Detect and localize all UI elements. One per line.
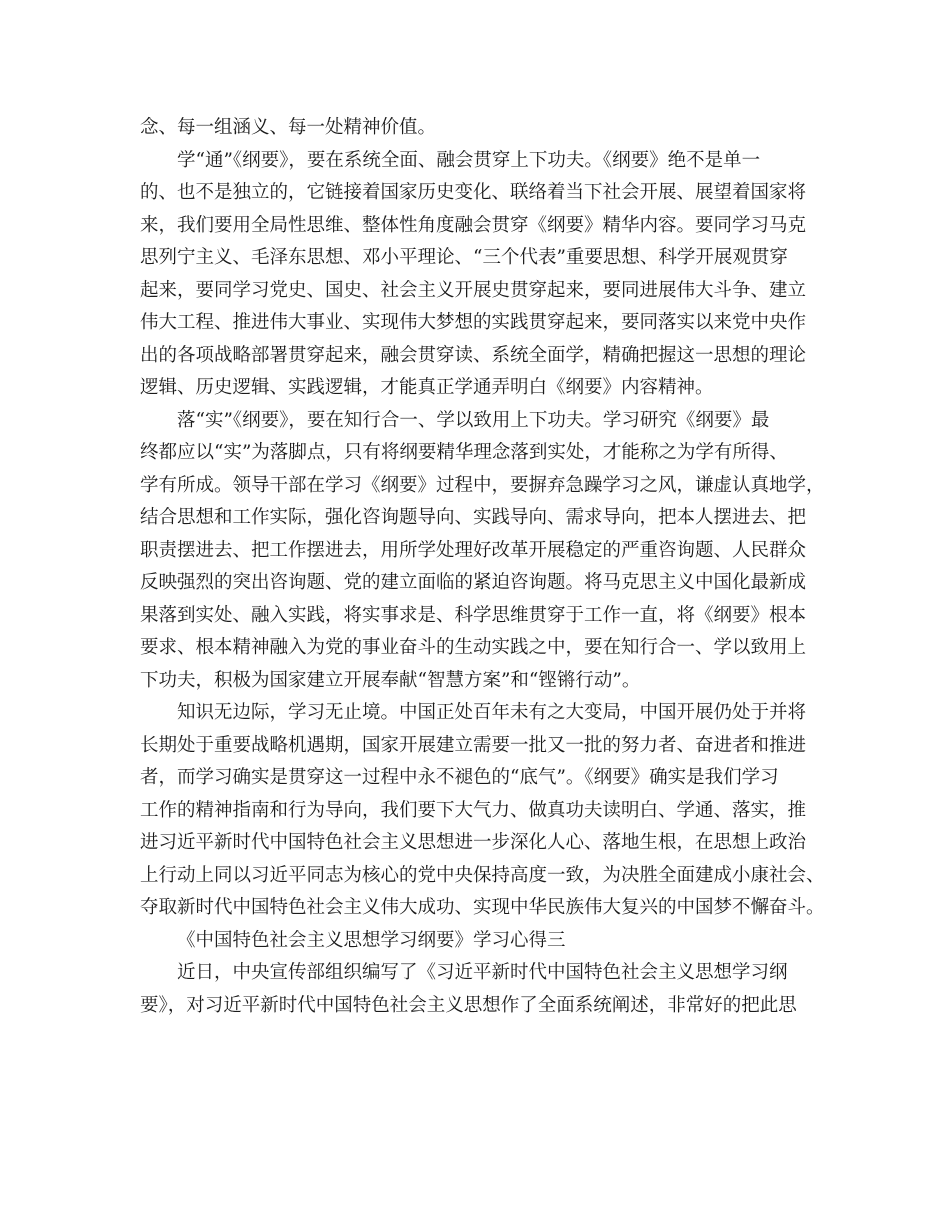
- text-line: 的、也不是独立的，它链接着国家历史变化、联络着当下社会开展、展望着国家将: [140, 182, 807, 203]
- text-line: 夺取新时代中国特色社会主义伟大成功、实现中华民族伟大复兴的中国梦不懈奋斗。: [140, 897, 825, 918]
- text-line: 起来，要同学习党史、国史、社会主义开展史贯穿起来，要同进展伟大斗争、建立: [140, 279, 807, 301]
- document-body: [140, 112, 830, 1022]
- text-line: 职责摆进去、把工作摆进去，用所学处理好改革开展稳定的严重咨询题、人民群众: [140, 539, 807, 561]
- text-line: 伟大工程、推进伟大事业、实现伟大梦想的实践贯穿起来，要同落实以来党中央作: [140, 312, 807, 333]
- text-line: 逻辑、历史逻辑、实践逻辑，才能真正学通弄明白《纲要》内容精神。: [140, 377, 714, 398]
- text-line: 出的各项战略部署贯穿起来，融会贯穿读、系统全面学，精确把握这一思想的理论: [140, 344, 807, 366]
- paragraph-start-line: 近日，中央宣传部组织编写了《习近平新时代中国特色社会主义思想学习纲: [177, 962, 788, 983]
- text-line: 者，而学习确实是贯穿这一过程中永不褪色的“底气”。《纲要》确实是我们学习: [140, 767, 779, 788]
- text-line: 终都应以“实”为落脚点，只有将纲要精华理念落到实处，才能称之为学有所得、: [140, 442, 788, 463]
- text-line: 下功夫，积极为国家建立开展奉献“智慧方案”和“铿锵行动”。: [140, 669, 641, 691]
- text-line: 学有所成。领导干部在学习《纲要》过程中，要摒弃急躁学习之风，谦虚认真地学，: [140, 474, 825, 496]
- paragraph-start-line: 落“实”《纲要》，要在知行合一、学以致用上下功夫。学习研究《纲要》最: [177, 409, 770, 431]
- text-line: 来，我们要用全局性思维、整体性角度融会贯穿《纲要》精华内容。要同学习马克: [140, 214, 807, 236]
- text-line: 上行动上同以习近平同志为核心的党中央保持高度一致，为决胜全面建成小康社会、: [140, 864, 825, 886]
- text-line: 思列宁主义、毛泽东思想、邓小平理论、“三个代表”重要思想、科学开展观贯穿: [140, 247, 788, 268]
- section-heading: 《中国特色社会主义思想学习纲要》学习心得三: [177, 929, 566, 951]
- text-line: 要求、根本精神融入为党的事业奋斗的生动实践之中，要在知行合一、学以致用上: [140, 637, 807, 658]
- text-line: 工作的精神指南和行为导向，我们要下大气力、做真功夫读明白、学通、落实，推: [140, 799, 807, 821]
- text-line: 反映强烈的突出咨询题、党的建立面临的紧迫咨询题。将马克思主义中国化最新成: [140, 572, 807, 593]
- text-line: 要》，对习近平新时代中国特色社会主义思想作了全面系统阐述，非常好的把此思: [140, 994, 797, 1016]
- text-line: 结合思想和工作实际，强化咨询题导向、实践导向、需求导向，把本人摆进去、把: [140, 507, 807, 528]
- text-line: 念、每一组涵义、每一处精神价值。: [140, 117, 437, 138]
- text-line: 进习近平新时代中国特色社会主义思想进一步深化人心、落地生根，在思想上政治: [140, 832, 807, 853]
- text-line: 长期处于重要战略机遇期，国家开展建立需要一批又一批的努力者、奋进者和推进: [140, 734, 807, 756]
- paragraph-start-line: 知识无边际，学习无止境。中国正处百年未有之大变局，中国开展仍处于并将: [177, 702, 807, 723]
- paragraph-start-line: 学“通”《纲要》，要在系统全面、融会贯穿上下功夫。《纲要》绝不是单一: [177, 149, 761, 171]
- text-line: 果落到实处、融入实践，将实事求是、科学思维贯穿于工作一直，将《纲要》根本: [140, 604, 807, 626]
